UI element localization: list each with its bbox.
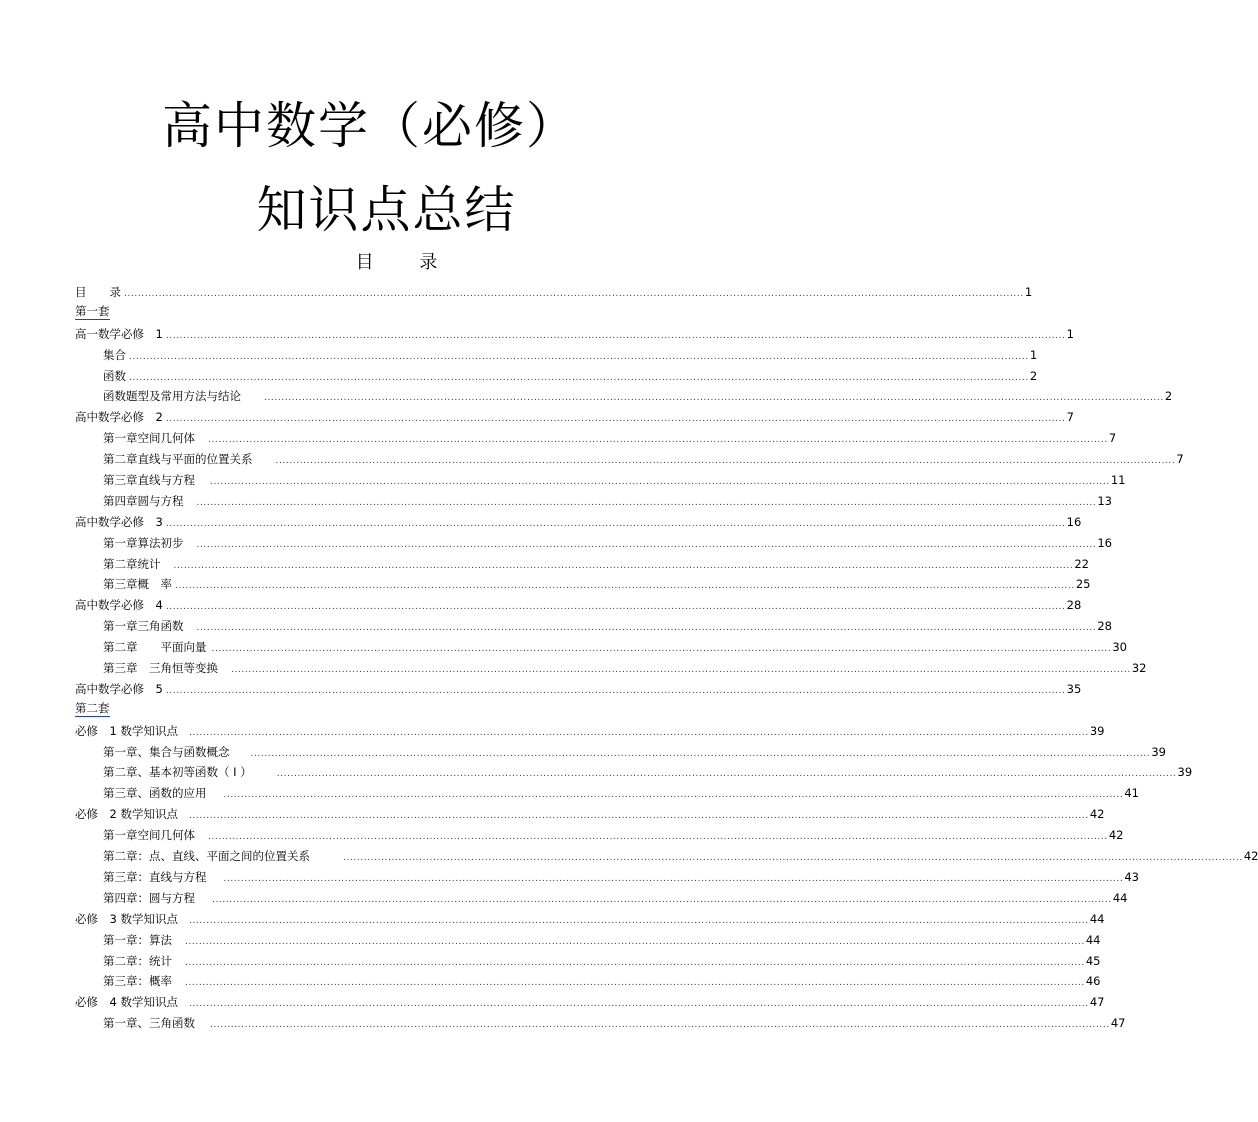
toc-leader-dots: .................................................................................................................................................................................................................................................................... xyxy=(250,748,1151,759)
toc-entry[interactable] xyxy=(75,345,1038,366)
toc-entry-title: 集合 xyxy=(103,347,126,362)
toc-leader-dots: .................................................................................................................................................................................................................................................................... xyxy=(185,957,1085,968)
toc-section-heading[interactable] xyxy=(75,303,711,324)
toc-page-number: 41 xyxy=(1124,786,1139,801)
toc-entry-title: 必修 2 数学知识点 xyxy=(75,807,178,822)
toc-entry-title: 函数 xyxy=(103,368,126,383)
toc-leader-dots: .................................................................................................................................................................................................................................................................... xyxy=(211,644,1112,655)
toc-entry-title: 第三章 三角恒等变换 xyxy=(103,661,218,676)
toc-leader-dots: .................................................................................................................................................................................................................................................................... xyxy=(173,560,1074,571)
toc-entry-title: 第二章统计 xyxy=(103,556,161,571)
toc-entry-title: 第三章直线与方程 xyxy=(103,473,195,488)
toc-entry-title: 必修 4 数学知识点 xyxy=(75,995,178,1010)
toc-entry-title: 第一章算法初步 xyxy=(103,535,184,550)
toc-page-number: 1 xyxy=(1024,285,1033,299)
toc-page-number: 7 xyxy=(1108,431,1117,446)
toc-page-number: 13 xyxy=(1097,493,1112,508)
toc-leader-dots: .................................................................................................................................................................................................................................................................... xyxy=(129,372,1029,383)
toc-leader-dots: .................................................................................................................................................................................................................................................................... xyxy=(165,685,1066,696)
toc-leader-dots: .................................................................................................................................................................................................................................................................... xyxy=(208,435,1108,446)
toc-entry[interactable] xyxy=(75,742,1166,763)
toc-leader-dots: .................................................................................................................................................................................................................................................................... xyxy=(208,832,1108,843)
toc-entry[interactable] xyxy=(75,762,1193,783)
toc-entry[interactable] xyxy=(75,992,1105,1013)
toc-entry[interactable] xyxy=(75,512,1082,533)
toc-entry-title: 第四章圆与方程 xyxy=(103,493,184,508)
toc-page-number: 28 xyxy=(1066,598,1082,613)
toc-leader-dots: .................................................................................................................................................................................................................................................................... xyxy=(223,873,1124,884)
toc-entry[interactable] xyxy=(75,783,1139,804)
toc-leader-dots: .................................................................................................................................................................................................................................................................... xyxy=(175,581,1075,592)
toc-page-number: 47 xyxy=(1110,1016,1126,1031)
toc-leader-dots: .................................................................................................................................................................................................................................................................... xyxy=(210,1020,1110,1031)
toc-entry-title: 第一章、集合与函数概念 xyxy=(103,744,230,759)
toc-leader-dots: .................................................................................................................................................................................................................................................................... xyxy=(165,330,1066,341)
table-of-contents xyxy=(75,282,1258,1034)
toc-page-number: 16 xyxy=(1097,535,1112,550)
toc-leader-dots: .................................................................................................................................................................................................................................................................... xyxy=(275,456,1176,467)
toc-entry-title: 高中数学必修 3 xyxy=(75,514,163,529)
toc-entry[interactable] xyxy=(75,491,1112,512)
toc-page-number: 43 xyxy=(1124,869,1139,884)
toc-entry-title: 必修 1 数学知识点 xyxy=(75,723,178,738)
toc-entry-title: 第一章三角函数 xyxy=(103,619,184,634)
toc-leader-dots: .................................................................................................................................................................................................................................................................... xyxy=(196,497,1097,508)
toc-entry[interactable] xyxy=(75,971,1101,992)
toc-entry-title: 高中数学必修 2 xyxy=(75,410,163,425)
toc-leader-dots: .................................................................................................................................................................................................................................................................... xyxy=(212,894,1112,905)
toc-leader-dots: .................................................................................................................................................................................................................................................................... xyxy=(196,623,1097,634)
toc-leader-dots: .................................................................................................................................................................................................................................................................... xyxy=(188,999,1089,1010)
toc-entry[interactable] xyxy=(75,804,1105,825)
toc-entry-title: 第一章空间几何体 xyxy=(103,828,195,843)
toc-entry[interactable] xyxy=(75,909,1105,930)
toc-entry-title: 第一章、三角函数 xyxy=(103,1016,195,1031)
toc-leader-dots: .................................................................................................................................................................................................................................................................... xyxy=(165,414,1066,425)
toc-entry[interactable] xyxy=(75,721,1105,742)
toc-entry-title: 第一套 xyxy=(75,303,110,318)
toc-leader-dots: .................................................................................................................................................................................................................................................................... xyxy=(188,915,1089,926)
toc-section-heading[interactable] xyxy=(75,700,711,721)
toc-entry[interactable] xyxy=(75,554,1089,575)
toc-leader-dots: .................................................................................................................................................................................................................................................................... xyxy=(185,936,1085,947)
toc-entry-title: 第二章：统计 xyxy=(103,953,172,968)
toc-entry-title: 第三章、函数的应用 xyxy=(103,786,207,801)
toc-entry[interactable] xyxy=(75,679,1082,700)
toc-entry[interactable] xyxy=(75,595,1082,616)
toc-entry[interactable] xyxy=(75,407,1074,428)
toc-entry-title: 函数题型及常用方法与结论 xyxy=(103,389,241,404)
toc-page-number: 11 xyxy=(1110,473,1126,488)
toc-entry[interactable] xyxy=(75,533,1112,554)
toc-leader-dots: .................................................................................................................................................................................................................................................................... xyxy=(223,790,1124,801)
toc-entry[interactable] xyxy=(75,888,1128,909)
toc-page-number: 2 xyxy=(1029,368,1038,383)
toc-page-number: 16 xyxy=(1066,514,1082,529)
toc-leader-dots: .................................................................................................................................................................................................................................................................... xyxy=(343,853,1243,864)
toc-entry[interactable] xyxy=(75,930,1101,951)
toc-page-number: 28 xyxy=(1097,619,1112,634)
toc-heading xyxy=(0,251,793,275)
toc-entry-title: 第三章：直线与方程 xyxy=(103,869,207,884)
toc-page-number: 1 xyxy=(1066,326,1074,341)
toc-leader-dots: .................................................................................................................................................................................................................................................................... xyxy=(185,978,1085,989)
toc-leader-dots: .................................................................................................................................................................................................................................................................... xyxy=(129,351,1029,362)
toc-page-number: 47 xyxy=(1089,995,1105,1010)
toc-entry-title: 高中数学必修 5 xyxy=(75,681,163,696)
toc-entry-title: 目 录 xyxy=(75,285,121,299)
toc-entry-title: 第二套 xyxy=(75,700,110,715)
toc-page-number: 1 xyxy=(1029,347,1038,362)
toc-entry[interactable] xyxy=(75,951,1101,972)
toc-page-number: 25 xyxy=(1075,577,1091,592)
toc-page-number: 2 xyxy=(1164,389,1173,404)
toc-leader-dots: .................................................................................................................................................................................................................................................................... xyxy=(124,289,1024,299)
toc-entry-title: 第三章：概率 xyxy=(103,974,172,989)
toc-leader-dots: .................................................................................................................................................................................................................................................................... xyxy=(165,518,1066,529)
toc-entry-title: 第二章 平面向量 xyxy=(103,640,207,655)
toc-page-number: 46 xyxy=(1085,974,1101,989)
toc-entry[interactable] xyxy=(75,449,1184,470)
toc-entry[interactable] xyxy=(75,658,1147,679)
toc-page-number: 39 xyxy=(1151,744,1166,759)
toc-page-number: 32 xyxy=(1131,661,1147,676)
toc-entry[interactable] xyxy=(75,825,1124,846)
toc-leader-dots: .................................................................................................................................................................................................................................................................... xyxy=(231,665,1131,676)
toc-page-number: 44 xyxy=(1112,890,1128,905)
toc-page-number: 35 xyxy=(1066,681,1082,696)
toc-leader-dots: .................................................................................................................................................................................................................................................................... xyxy=(188,727,1089,738)
toc-entry-title: 第二章、基本初等函数（ Ⅰ ） xyxy=(103,765,252,780)
toc-leader-dots: .................................................................................................................................................................................................................................................................... xyxy=(276,769,1177,780)
toc-entry[interactable] xyxy=(75,386,1173,407)
toc-heading-char-2: 录 xyxy=(419,252,438,273)
toc-entry-title: 第一章空间几何体 xyxy=(103,431,195,446)
toc-entry[interactable] xyxy=(75,1013,1126,1034)
toc-leader-dots: .................................................................................................................................................................................................................................................................... xyxy=(188,811,1089,822)
toc-leader-dots: .................................................................................................................................................................................................................................................................... xyxy=(210,477,1110,488)
toc-entry[interactable] xyxy=(75,366,1038,387)
toc-entry[interactable] xyxy=(75,846,1258,867)
toc-entry[interactable] xyxy=(75,616,1112,637)
toc-page-number: 7 xyxy=(1066,410,1074,425)
toc-entry[interactable] xyxy=(75,574,1091,595)
document-title-line1: 高中数学（必修） xyxy=(162,97,578,155)
toc-page-number: 22 xyxy=(1074,556,1089,571)
toc-page-number: 39 xyxy=(1177,765,1193,780)
toc-entry-title: 第三章概 率 xyxy=(103,577,172,592)
toc-entry-title: 第一章：算法 xyxy=(103,932,172,947)
toc-leader-dots: .................................................................................................................................................................................................................................................................... xyxy=(264,393,1164,404)
toc-entry-title: 第二章直线与平面的位置关系 xyxy=(103,452,253,467)
toc-heading-char-1: 目 xyxy=(355,252,374,273)
toc-page-number: 30 xyxy=(1112,640,1127,655)
toc-page-number: 42 xyxy=(1108,828,1124,843)
toc-page-number: 44 xyxy=(1089,911,1105,926)
toc-entry[interactable] xyxy=(75,428,1117,449)
toc-entry-title: 第二章：点、直线、平面之间的位置关系 xyxy=(103,849,310,864)
toc-page-number: 7 xyxy=(1176,452,1184,467)
toc-entry[interactable] xyxy=(75,867,1139,888)
toc-entry-title: 高一数学必修 1 xyxy=(75,326,163,341)
toc-entry-title: 高中数学必修 4 xyxy=(75,598,163,613)
toc-entry-title: 第四章：圆与方程 xyxy=(103,890,195,905)
toc-page-number: 44 xyxy=(1085,932,1101,947)
toc-page-number: 42 xyxy=(1243,849,1258,864)
toc-entry[interactable] xyxy=(75,637,1127,658)
toc-page-number: 39 xyxy=(1089,723,1105,738)
toc-entry[interactable] xyxy=(75,324,1074,345)
toc-page-number: 45 xyxy=(1085,953,1101,968)
toc-entry[interactable] xyxy=(75,470,1126,491)
toc-entry-title: 必修 3 数学知识点 xyxy=(75,911,178,926)
document-title-line2: 知识点总结 xyxy=(256,181,517,239)
toc-leader-dots: .................................................................................................................................................................................................................................................................... xyxy=(165,602,1066,613)
toc-leader-dots: .................................................................................................................................................................................................................................................................... xyxy=(196,539,1097,550)
toc-page-number: 42 xyxy=(1089,807,1105,822)
toc-entry[interactable] xyxy=(75,282,1033,303)
